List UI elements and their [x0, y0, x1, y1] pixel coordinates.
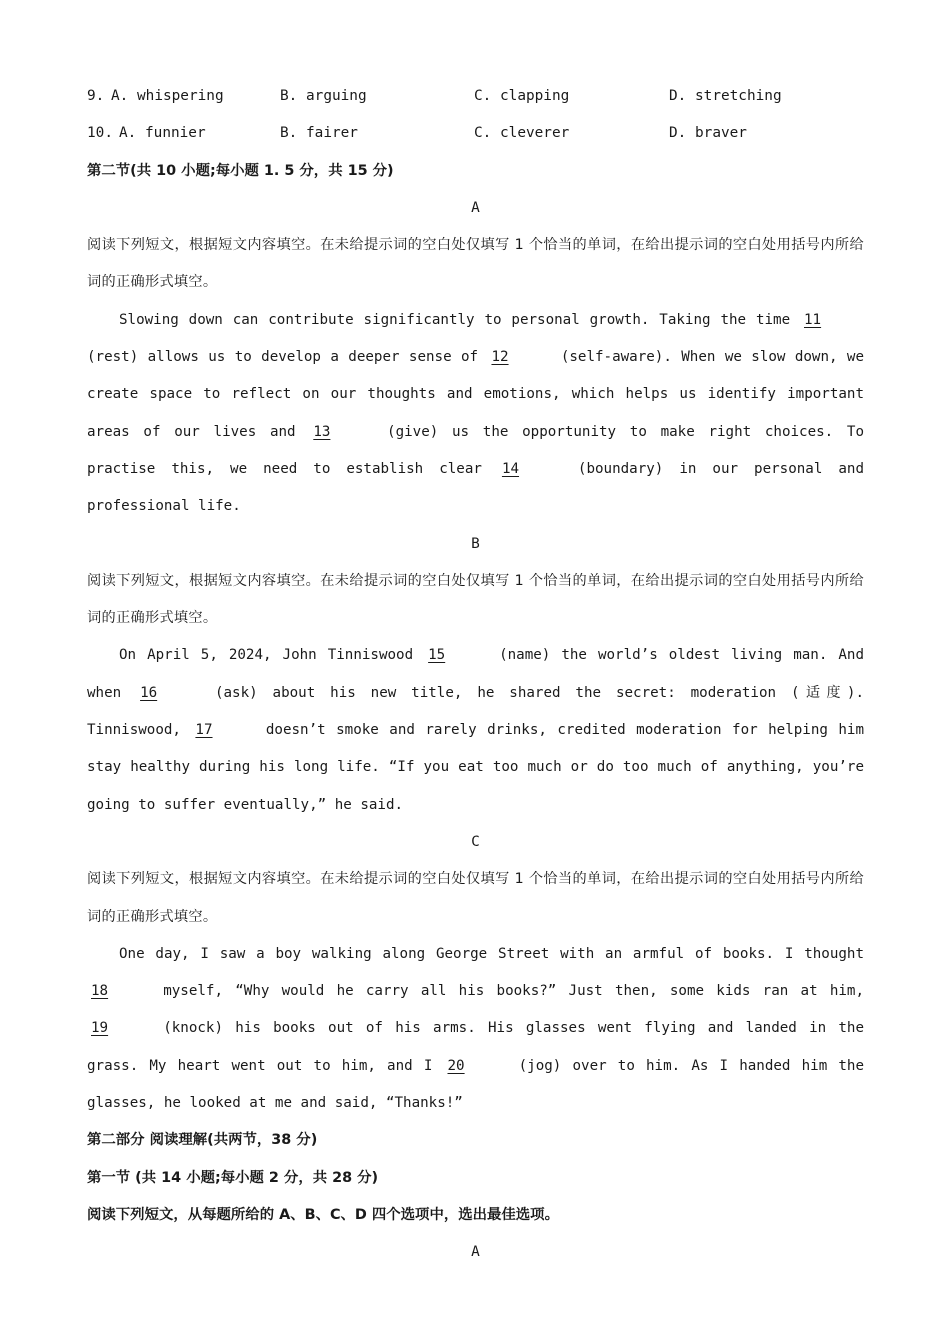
blank-17: 17 [195, 722, 213, 739]
blank-16: 16 [140, 684, 158, 701]
instruction-c: 阅读下列短文，根据短文内容填空。在未给提示词的空白处仅填写 1 个恰当的单词，在给出提示词的空白处用括号内所给词的正确形式填空。 [87, 871, 864, 925]
passage-label-b: B [471, 535, 480, 552]
instruction-b: 阅读下列短文，根据短文内容填空。在未给提示词的空白处仅填写 1 个恰当的单词，在给出提示词的空白处用括号内所给词的正确形式填空。 [87, 572, 864, 627]
passage-label: A [471, 1244, 480, 1261]
blank-12: 12 [491, 349, 509, 366]
passage-a: Slowing down can contribute significantly to personal growth. Taking the time 11 (rest) allows us to develop a deeper sense of 12 (self-aware). When we slow down, we create space to reflect on our thoughts and emotions, which helps us identify important areas of our lives and 13 (give) us the opportunity to make right choices. To practise this, we need to establish clear 14 (boundary) in our personal and professional life. [87, 302, 864, 526]
option-b: B. arguing [280, 88, 367, 104]
question-number: 10. [87, 125, 113, 142]
blank-11: 11 [804, 311, 822, 328]
passage-b: On April 5, 2024, John Tinniswood 15 (name) the world’s oldest living man. And when 16 (ask) about his new title, he shared the secret: moderation (适度). Tinniswood, 17 doesn’t smoke and rarely drinks, credited moderation for helping him stay healthy during his long life. “If you eat too much or do too much of anything, you’re going to suffer eventually,” he said. [87, 637, 864, 823]
part-heading: 第二部分 阅读理解(共两节，38 分) [87, 1132, 318, 1149]
reading-instruction: 阅读下列短文，从每题所给的 A、B、C、D 四个选项中，选出最佳选项。 [87, 1206, 559, 1223]
blank-19: 19 [91, 1020, 109, 1037]
section-heading: 第二节(共 10 小题;每小题 1. 5 分，共 15 分) [87, 162, 394, 179]
blank-20: 20 [447, 1057, 465, 1074]
option-c: C. clapping [474, 88, 570, 104]
options-row-9 [87, 78, 864, 115]
options-row-10 [87, 115, 864, 152]
option-d: D. braver [669, 125, 747, 142]
document-page [87, 78, 864, 1272]
passage-c: One day, I saw a boy walking along George Street with an armful of books. I thought 18 myself, “Why would he carry all his books?” Just then, some kids ran at him, 19 (knock) his books out of his arms. His glasses went flying and landed in the grass. My heart went out to him, and I 20 (jog) over to him. As I handed him the glasses, he looked at me and said, “Thanks!” [87, 945, 864, 1112]
question-number: 9. [87, 88, 105, 104]
blank-14: 14 [501, 460, 520, 477]
section-heading: 第一节 (共 14 小题;每小题 2 分，共 28 分) [87, 1169, 379, 1186]
blank-18: 18 [91, 983, 109, 1000]
blank-13: 13 [313, 423, 331, 440]
option-a: A. whispering [111, 88, 224, 104]
option-d: D. stretching [669, 88, 782, 104]
instruction-a: 阅读下列短文，根据短文内容填空。在未给提示词的空白处仅填写 1 个恰当的单词，在给出提示词的空白处用括号内所给词的正确形式填空。 [87, 237, 864, 291]
option-a: A. funnier [119, 125, 206, 142]
option-b: B. fairer [280, 125, 358, 142]
passage-label-a: A [471, 199, 480, 216]
option-c: C. cleverer [474, 125, 570, 142]
blank-15: 15 [428, 647, 446, 664]
passage-label-c: C [471, 833, 480, 850]
